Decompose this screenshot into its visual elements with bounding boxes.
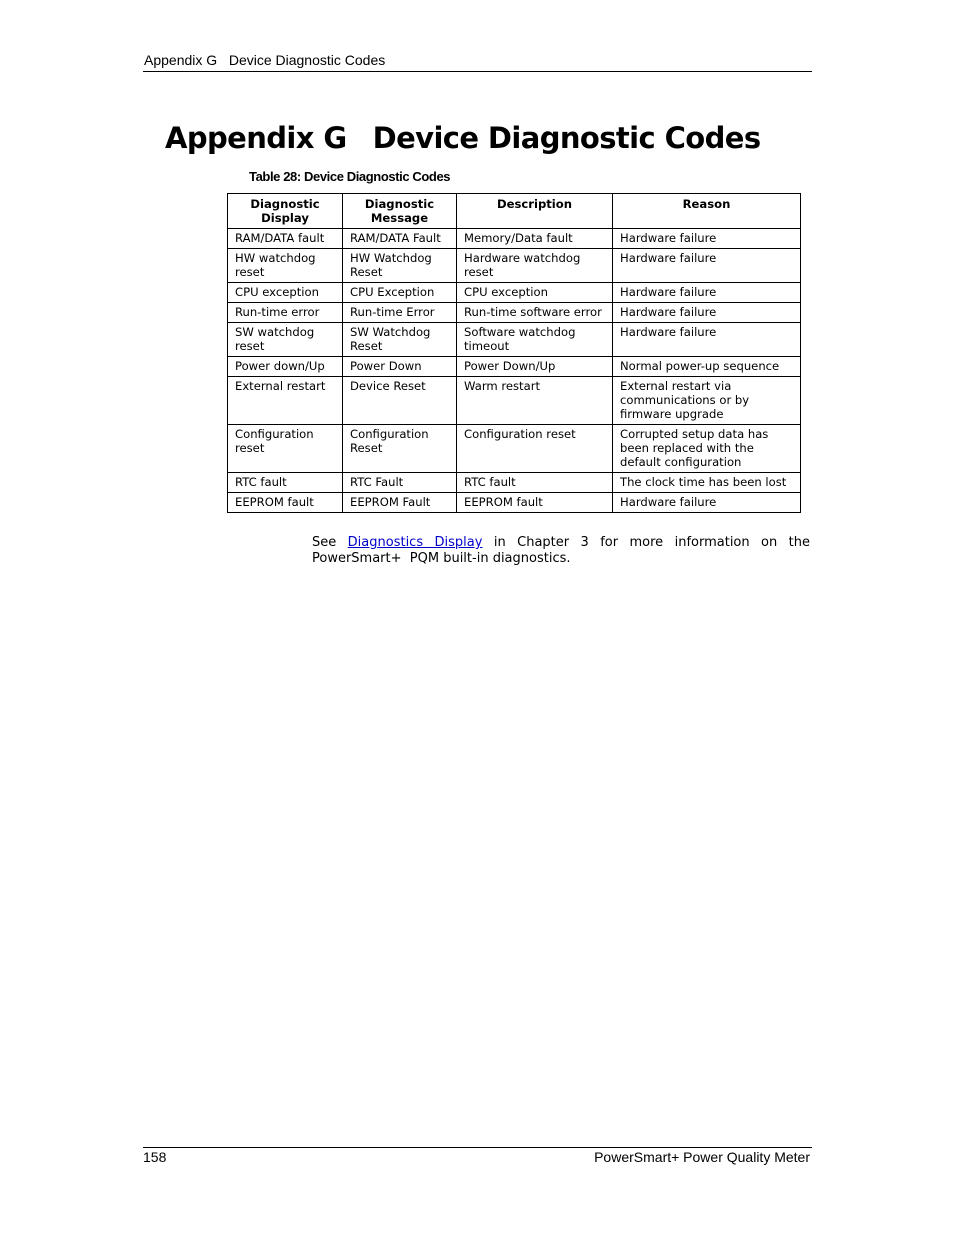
see-also-paragraph [312, 535, 815, 567]
diagnostic-codes-table [227, 193, 801, 513]
table-row [228, 377, 801, 425]
cell-reason: The clock time has been lost [613, 473, 801, 493]
cell-display: RTC fault [228, 473, 343, 493]
cell-display: Power down/Up [228, 357, 343, 377]
cell-reason: Corrupted setup data has been replaced with the default configuration [613, 425, 801, 473]
table-row [228, 303, 801, 323]
cell-description: EEPROM fault [457, 493, 613, 513]
table-row [228, 229, 801, 249]
table-row [228, 473, 801, 493]
cell-display: Run-time error [228, 303, 343, 323]
cell-display: HW watchdog reset [228, 249, 343, 283]
footer-product-name: PowerSmart+ Power Quality Meter [594, 1149, 810, 1165]
cell-reason: Hardware failure [613, 493, 801, 513]
cell-message: SW Watchdog Reset [343, 323, 457, 357]
cell-message: Run-time Error [343, 303, 457, 323]
cell-reason: Hardware failure [613, 229, 801, 249]
header-reason: Reason [613, 194, 801, 229]
diagnostics-display-link[interactable]: Diagnostics Display [347, 535, 483, 550]
cell-display: External restart [228, 377, 343, 425]
cell-description: CPU exception [457, 283, 613, 303]
running-header: Appendix G Device Diagnostic Codes [144, 52, 386, 68]
header-description: Description [457, 194, 613, 229]
table-row [228, 323, 801, 357]
appendix-label: Appendix G [165, 121, 347, 155]
cell-message: HW Watchdog Reset [343, 249, 457, 283]
cell-reason: External restart via communications or by firmware upgrade [613, 377, 801, 425]
table-row [228, 249, 801, 283]
table-header-row [228, 194, 801, 229]
cell-display: CPU exception [228, 283, 343, 303]
cell-description: Configuration reset [457, 425, 613, 473]
cell-reason: Hardware failure [613, 303, 801, 323]
cell-description: Hardware watchdog reset [457, 249, 613, 283]
cell-display: RAM/DATA fault [228, 229, 343, 249]
page-number: 158 [143, 1149, 167, 1165]
header-diagnostic-display: Diagnostic Display [228, 194, 343, 229]
cell-description: Warm restart [457, 377, 613, 425]
header-diagnostic-message: Diagnostic Message [343, 194, 457, 229]
cell-reason: Normal power-up sequence [613, 357, 801, 377]
cell-reason: Hardware failure [613, 323, 801, 357]
cell-message: Device Reset [343, 377, 457, 425]
cell-message: RAM/DATA Fault [343, 229, 457, 249]
cell-message: CPU Exception [343, 283, 457, 303]
table-row [228, 493, 801, 513]
appendix-title: Device Diagnostic Codes [372, 121, 761, 155]
table-row [228, 357, 801, 377]
header-rule [143, 71, 812, 72]
table-caption: Table 28: Device Diagnostic Codes [249, 169, 451, 184]
cell-message: RTC Fault [343, 473, 457, 493]
paragraph-rest: in Chapter 3 for more information on the PowerSmart+ PQM built-in diagnostics. [312, 535, 815, 566]
table-row [228, 425, 801, 473]
table-row [228, 283, 801, 303]
cell-message: EEPROM Fault [343, 493, 457, 513]
page-heading [165, 118, 761, 158]
cell-reason: Hardware failure [613, 283, 801, 303]
cell-message: Power Down [343, 357, 457, 377]
cell-description: RTC fault [457, 473, 613, 493]
cell-reason: Hardware failure [613, 249, 801, 283]
cell-display: SW watchdog reset [228, 323, 343, 357]
paragraph-lead: See [312, 535, 348, 550]
cell-description: Software watchdog timeout [457, 323, 613, 357]
cell-message: Configuration Reset [343, 425, 457, 473]
cell-description: Run-time software error [457, 303, 613, 323]
cell-display: EEPROM fault [228, 493, 343, 513]
cell-description: Power Down/Up [457, 357, 613, 377]
cell-display: Configuration reset [228, 425, 343, 473]
cell-description: Memory/Data fault [457, 229, 613, 249]
